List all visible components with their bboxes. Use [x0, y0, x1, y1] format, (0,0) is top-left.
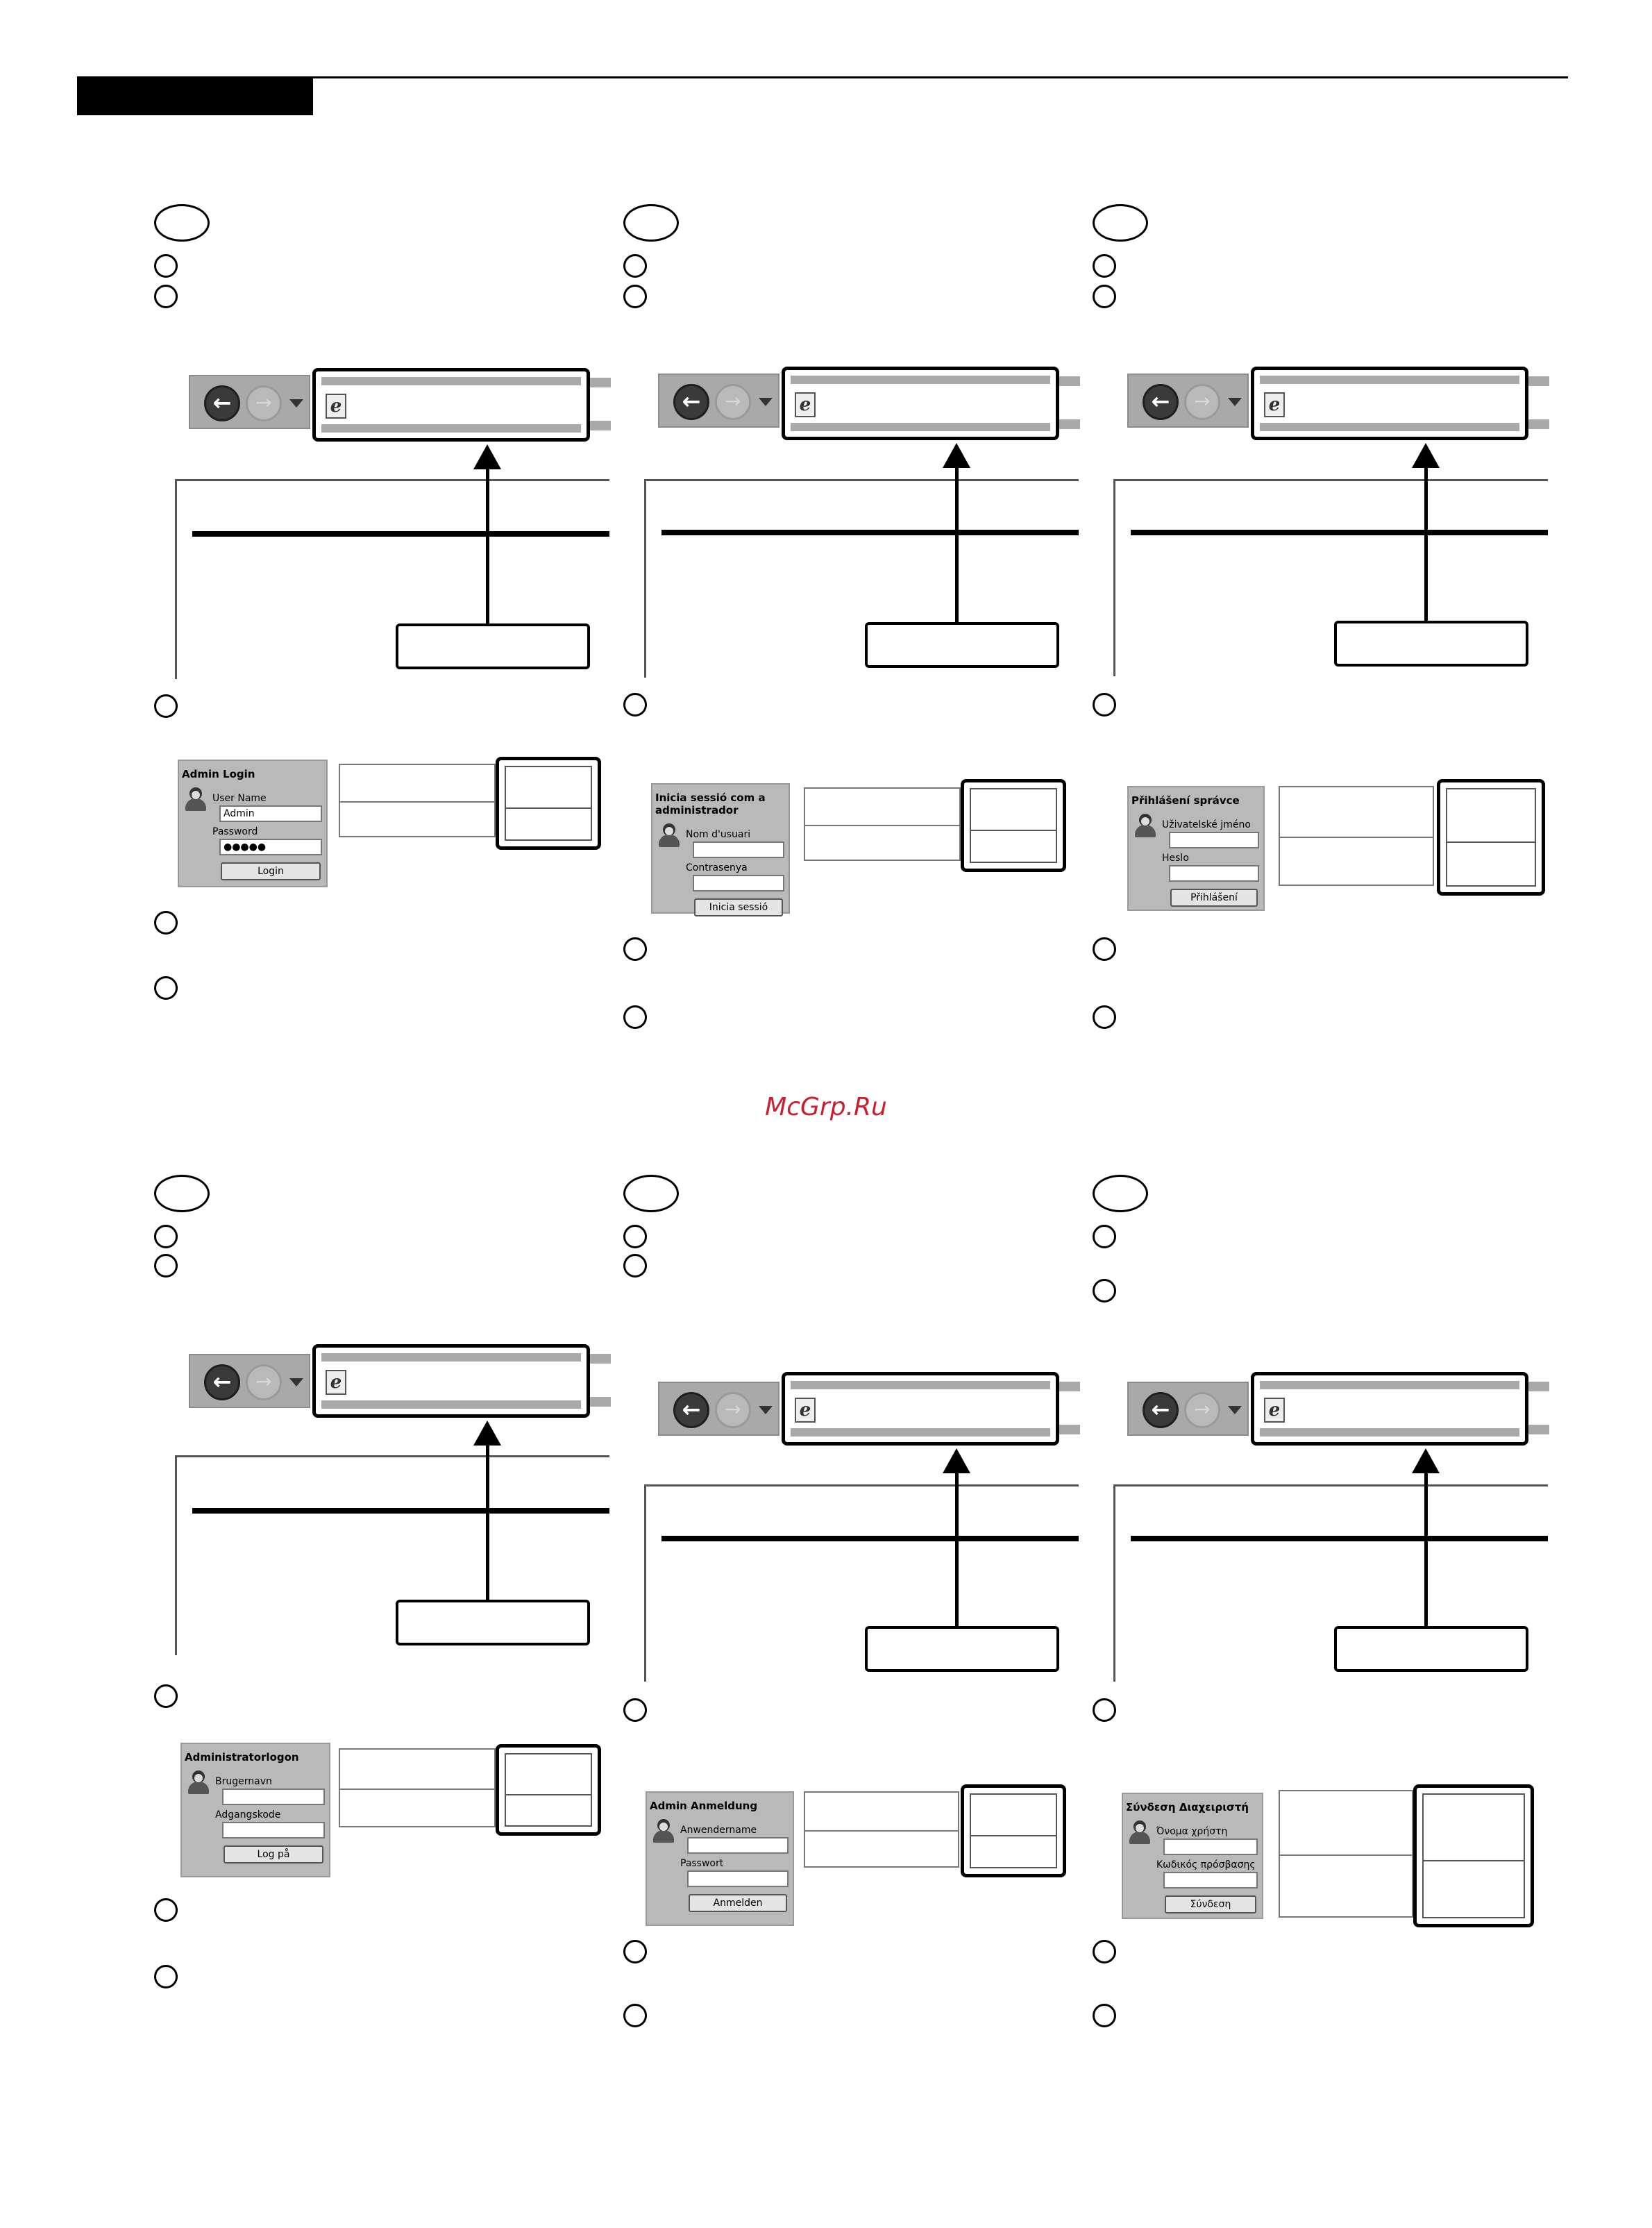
- language-badge-oval: [623, 204, 679, 242]
- step-4-circle: [154, 1898, 178, 1922]
- step-5-circle: [154, 976, 178, 1000]
- step-4-circle: [623, 937, 647, 961]
- chevron-down-icon[interactable]: [759, 398, 773, 406]
- username-label: Nom d'usuari: [686, 829, 751, 840]
- callout-box: [396, 1600, 590, 1645]
- browser-toolbar: [658, 1382, 779, 1436]
- table-highlight-box: [1437, 779, 1545, 896]
- login-title: Přihlášení správce: [1131, 794, 1240, 807]
- back-arrow-icon[interactable]: ←: [673, 1392, 709, 1428]
- address-bar-highlight[interactable]: [312, 368, 590, 442]
- password-input[interactable]: [1163, 1872, 1258, 1888]
- forward-arrow-icon[interactable]: →: [715, 384, 751, 420]
- settings-table: [339, 1748, 496, 1827]
- ie-page-icon: e: [795, 1398, 816, 1423]
- address-bar-stripe: [321, 424, 581, 433]
- page-heading-rule: [1131, 530, 1548, 535]
- step-1-circle: [1093, 254, 1116, 278]
- login-title: Admin Login: [182, 768, 255, 780]
- table-highlight-box: [496, 757, 601, 850]
- username-input[interactable]: [1169, 832, 1259, 848]
- chevron-down-icon[interactable]: [1228, 398, 1242, 406]
- user-avatar-icon: [1134, 814, 1155, 839]
- arrow-shaft: [486, 465, 489, 623]
- login-title: Administratorlogon: [185, 1751, 299, 1764]
- address-bar-highlight[interactable]: [782, 367, 1059, 440]
- address-bar-stripe: [791, 376, 1050, 384]
- username-label: Όνομα χρήστη: [1156, 1826, 1228, 1837]
- login-button[interactable]: Login: [221, 862, 321, 880]
- forward-arrow-icon[interactable]: →: [246, 1364, 282, 1400]
- address-bar-stripe: [321, 1400, 581, 1409]
- step-3-circle: [623, 1698, 647, 1722]
- page-frame-top: [175, 479, 609, 481]
- page-frame-top: [644, 479, 1079, 481]
- step-2-circle: [623, 285, 647, 308]
- username-label: Anwendername: [680, 1825, 757, 1836]
- password-label: Password: [212, 826, 258, 837]
- step-3-circle: [623, 693, 647, 717]
- header-rule: [313, 76, 1568, 78]
- table-row-divider: [971, 830, 1056, 831]
- table-highlight-box: [496, 1744, 601, 1836]
- forward-arrow-icon[interactable]: →: [246, 385, 282, 421]
- page-frame-left: [644, 1484, 646, 1682]
- password-input[interactable]: [693, 875, 784, 891]
- settings-table: [1279, 786, 1434, 886]
- table-row-divider: [340, 801, 494, 803]
- callout-box: [865, 622, 1059, 668]
- step-5-circle: [154, 1965, 178, 1988]
- user-avatar-icon: [1129, 1820, 1149, 1845]
- ie-page-icon: e: [326, 394, 346, 419]
- page-heading-rule: [192, 1508, 609, 1514]
- address-bar-stripe: [791, 1381, 1050, 1389]
- browser-toolbar: [658, 374, 779, 428]
- address-bar-highlight[interactable]: [1251, 367, 1528, 440]
- address-bar-stripe: [791, 423, 1050, 431]
- admin-login-dialog: [178, 760, 328, 887]
- address-bar-extension: [1528, 1425, 1549, 1434]
- admin-login-dialog: [646, 1791, 794, 1926]
- table-highlight-box: [961, 779, 1066, 872]
- arrow-shaft: [1424, 1469, 1428, 1626]
- address-bar-extension: [1528, 1382, 1549, 1391]
- password-label: Κωδικός πρόσβασης: [1156, 1859, 1256, 1870]
- step-5-circle: [1093, 2004, 1116, 2027]
- ie-page-icon: e: [795, 392, 816, 417]
- ie-page-icon: e: [1264, 392, 1285, 417]
- step-3-circle: [1093, 1698, 1116, 1722]
- address-bar-stripe: [1260, 423, 1519, 431]
- back-arrow-icon[interactable]: ←: [204, 385, 240, 421]
- user-avatar-icon: [187, 1770, 208, 1795]
- page-frame-left: [1113, 479, 1115, 676]
- step-2-circle: [154, 285, 178, 308]
- table-row-divider: [1280, 1854, 1412, 1856]
- password-label: Passwort: [680, 1858, 724, 1869]
- address-bar-highlight[interactable]: [782, 1372, 1059, 1446]
- admin-login-dialog: [1127, 786, 1265, 911]
- page-heading-rule: [192, 531, 609, 537]
- login-title: Σύνδεση Διαχειριστή: [1126, 1801, 1249, 1814]
- table-highlight-cell: [970, 1793, 1057, 1868]
- table-highlight-cell: [505, 1753, 592, 1827]
- table-row-divider: [506, 807, 591, 809]
- step-3-circle: [154, 694, 178, 718]
- address-bar-extension: [590, 378, 611, 387]
- step-2-circle: [1093, 285, 1116, 308]
- arrow-shaft: [955, 464, 959, 622]
- login-title-line2: administrador: [655, 804, 739, 816]
- callout-box: [1334, 1626, 1528, 1672]
- page-frame-left: [644, 479, 646, 678]
- step-1-circle: [1093, 1225, 1116, 1248]
- login-button[interactable]: Anmelden: [689, 1894, 787, 1912]
- settings-table: [339, 764, 496, 837]
- login-title: Inicia sessió com a: [655, 791, 766, 804]
- step-5-circle: [623, 1005, 647, 1029]
- forward-arrow-icon[interactable]: →: [1184, 384, 1220, 420]
- language-badge-oval: [154, 1175, 210, 1212]
- table-row-divider: [805, 825, 959, 826]
- username-input[interactable]: [693, 841, 784, 858]
- step-1-circle: [154, 1225, 178, 1248]
- table-row-divider: [506, 1794, 591, 1795]
- table-highlight-cell: [505, 766, 592, 841]
- step-5-circle: [1093, 1005, 1116, 1029]
- chevron-down-icon[interactable]: [289, 399, 303, 408]
- username-input[interactable]: Admin: [219, 805, 322, 822]
- arrow-shaft: [486, 1441, 489, 1600]
- admin-login-dialog: [651, 783, 790, 914]
- password-input[interactable]: [687, 1870, 789, 1887]
- back-arrow-icon[interactable]: ←: [1143, 384, 1179, 420]
- callout-box: [865, 1626, 1059, 1672]
- password-label: Heslo: [1162, 853, 1189, 864]
- back-arrow-icon[interactable]: ←: [1143, 1392, 1179, 1428]
- forward-arrow-icon[interactable]: →: [1184, 1392, 1220, 1428]
- address-bar-stripe: [791, 1428, 1050, 1437]
- password-input[interactable]: ●●●●●: [219, 839, 322, 855]
- address-bar-extension: [1059, 1425, 1080, 1434]
- chevron-down-icon[interactable]: [1228, 1406, 1242, 1414]
- table-highlight-cell: [1422, 1793, 1525, 1918]
- page-heading-rule: [661, 1536, 1079, 1541]
- settings-table: [804, 787, 961, 861]
- page-frame-top: [175, 1455, 609, 1457]
- address-bar-highlight[interactable]: [1251, 1372, 1528, 1446]
- step-1-circle: [154, 254, 178, 278]
- username-input[interactable]: [1163, 1838, 1258, 1855]
- step-4-circle: [154, 911, 178, 935]
- table-highlight-cell: [970, 788, 1057, 863]
- address-bar-highlight[interactable]: [312, 1344, 590, 1418]
- address-bar-extension: [590, 1397, 611, 1407]
- table-row-divider: [805, 1830, 958, 1832]
- back-arrow-icon[interactable]: ←: [204, 1364, 240, 1400]
- chevron-down-icon[interactable]: [289, 1378, 303, 1387]
- forward-arrow-icon[interactable]: →: [715, 1392, 751, 1428]
- step-2-circle: [1093, 1279, 1116, 1303]
- step-3-circle: [1093, 693, 1116, 717]
- back-arrow-icon[interactable]: ←: [673, 384, 709, 420]
- username-input[interactable]: [687, 1837, 789, 1854]
- callout-box: [1334, 621, 1528, 667]
- page-frame-top: [644, 1484, 1079, 1486]
- address-bar-stripe: [321, 1353, 581, 1362]
- table-row-divider: [1424, 1860, 1524, 1861]
- password-label: Adgangskode: [215, 1809, 281, 1820]
- user-avatar-icon: [652, 1819, 673, 1844]
- language-badge-oval: [1093, 204, 1148, 242]
- settings-table: [1279, 1790, 1413, 1918]
- ie-page-icon: e: [1264, 1398, 1285, 1423]
- page-frame-top: [1113, 1484, 1548, 1486]
- login-button[interactable]: Přihlášení: [1170, 889, 1258, 907]
- step-1-circle: [623, 1225, 647, 1248]
- page-heading-rule: [1131, 1536, 1548, 1541]
- table-highlight-box: [1413, 1784, 1534, 1927]
- settings-table: [804, 1791, 959, 1868]
- page-frame-left: [1113, 1484, 1115, 1682]
- admin-login-dialog: [180, 1743, 330, 1877]
- arrow-shaft: [955, 1469, 959, 1626]
- password-label: Contrasenya: [686, 862, 748, 873]
- address-bar-extension: [1059, 1382, 1080, 1391]
- page-frame-left: [175, 1455, 177, 1655]
- table-row-divider: [1447, 841, 1535, 843]
- username-label: Uživatelské jméno: [1162, 819, 1251, 830]
- address-bar-extension: [1528, 376, 1549, 386]
- login-button[interactable]: Σύνδεση: [1165, 1895, 1256, 1913]
- table-highlight-cell: [1446, 788, 1536, 887]
- address-bar-extension: [1059, 419, 1080, 429]
- step-3-circle: [154, 1684, 178, 1708]
- login-button[interactable]: Log på: [224, 1845, 323, 1863]
- username-input[interactable]: [222, 1789, 325, 1805]
- step-2-circle: [154, 1254, 178, 1278]
- arrow-shaft: [1424, 464, 1428, 621]
- page-frame-top: [1113, 479, 1548, 481]
- login-button[interactable]: Inicia sessió: [694, 898, 783, 916]
- browser-toolbar: [189, 1354, 310, 1408]
- user-avatar-icon: [658, 823, 679, 848]
- address-bar-stripe: [321, 377, 581, 385]
- header-black-bar: [77, 76, 313, 115]
- callout-box: [396, 623, 590, 669]
- step-5-circle: [623, 2004, 647, 2027]
- browser-toolbar: [1127, 1382, 1249, 1436]
- address-bar-stripe: [1260, 376, 1519, 384]
- browser-toolbar: [1127, 374, 1249, 428]
- step-4-circle: [1093, 1940, 1116, 1963]
- address-bar-extension: [590, 1354, 611, 1364]
- step-4-circle: [623, 1940, 647, 1963]
- address-bar-stripe: [1260, 1428, 1519, 1437]
- language-badge-oval: [623, 1175, 679, 1212]
- page-heading-rule: [661, 530, 1079, 535]
- language-badge-oval: [1093, 1175, 1148, 1212]
- user-avatar-icon: [185, 787, 205, 812]
- browser-toolbar: [189, 375, 310, 429]
- password-input[interactable]: [1169, 865, 1259, 882]
- step-2-circle: [623, 1254, 647, 1278]
- chevron-down-icon[interactable]: [759, 1406, 773, 1414]
- language-badge-oval: [154, 204, 210, 242]
- login-title: Admin Anmeldung: [650, 1800, 758, 1812]
- step-1-circle: [623, 254, 647, 278]
- table-row-divider: [971, 1835, 1056, 1836]
- admin-login-dialog: [1122, 1793, 1263, 1919]
- username-label: Brugernavn: [215, 1776, 272, 1787]
- watermark: McGrp.Ru: [765, 1093, 887, 1121]
- password-input[interactable]: [222, 1822, 325, 1838]
- table-highlight-box: [961, 1784, 1066, 1877]
- username-label: User Name: [212, 793, 267, 804]
- address-bar-extension: [1528, 419, 1549, 429]
- address-bar-extension: [1059, 376, 1080, 386]
- address-bar-extension: [590, 421, 611, 430]
- address-bar-stripe: [1260, 1381, 1519, 1389]
- table-row-divider: [1280, 837, 1433, 838]
- page-frame-left: [175, 479, 177, 679]
- table-row-divider: [340, 1789, 494, 1790]
- step-4-circle: [1093, 937, 1116, 961]
- ie-page-icon: e: [326, 1370, 346, 1395]
